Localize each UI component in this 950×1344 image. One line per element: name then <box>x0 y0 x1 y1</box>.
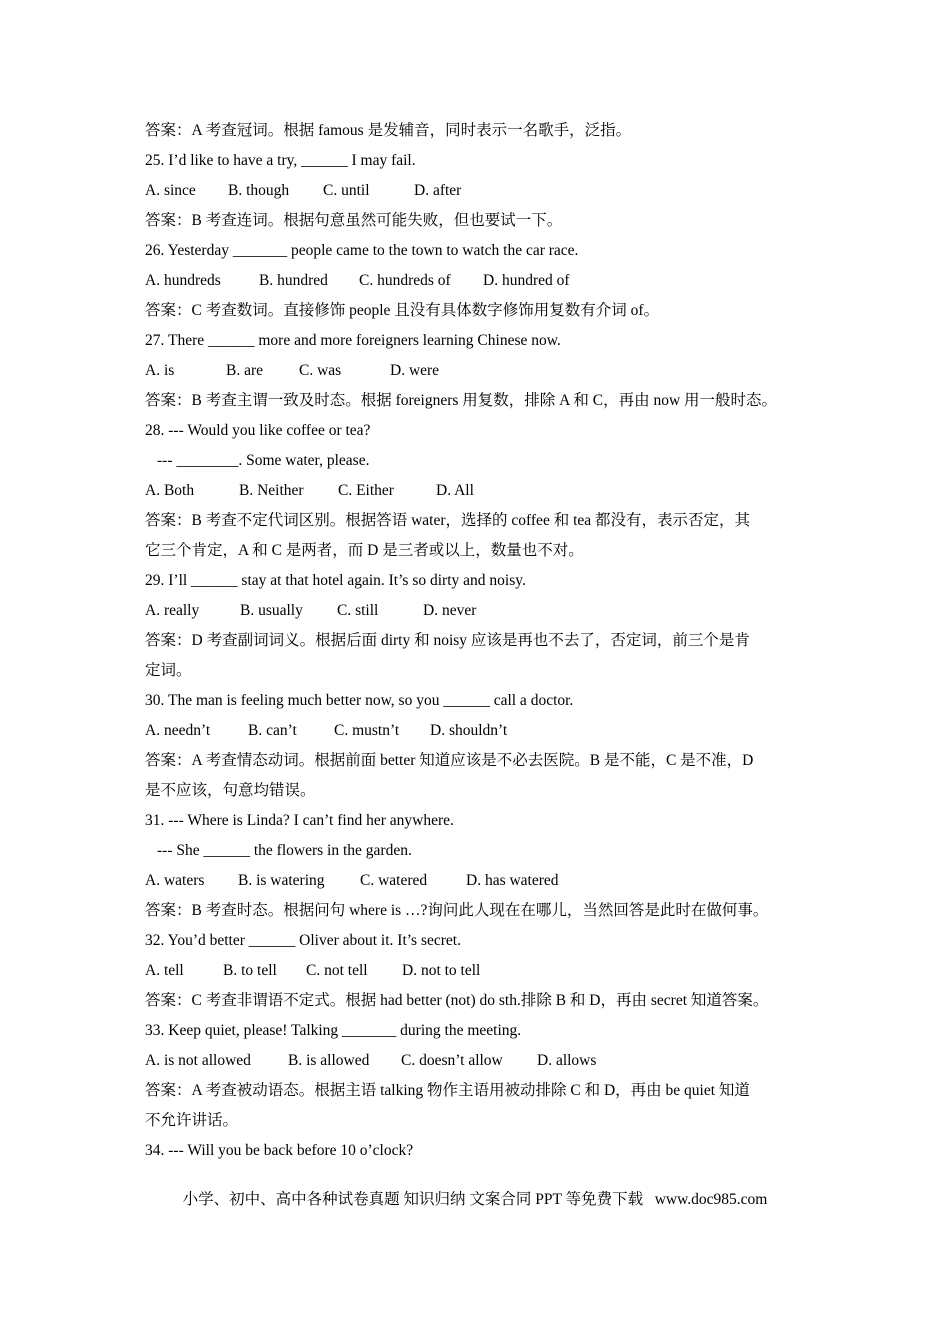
option-choice: C. not tell <box>306 962 368 979</box>
option-choice: A. really <box>145 602 200 619</box>
answer-options <box>145 716 845 746</box>
text-line: 是不应该，句意均错误。 <box>145 782 316 799</box>
option-choice: B. hundred <box>259 272 328 289</box>
question-stem: 34. --- Will you be back before 10 o’clock? <box>145 1142 414 1159</box>
option-choice: C. Either <box>338 482 394 499</box>
answer-explanation: 答案：C 考查数词。直接修饰 people 且没有具体数字修饰用复数有介词 of。 <box>145 302 660 319</box>
option-choice: D. after <box>414 182 462 199</box>
option-choice: D. allows <box>537 1052 597 1069</box>
option-choice: A. is <box>145 362 175 379</box>
option-choice: A. Both <box>145 482 195 499</box>
answer-explanation: 答案：B 考查主谓一致及时态。根据 foreigners 用复数，排除 A 和 C，再由 now 用一般时态。 <box>145 392 778 409</box>
question-stem: 25. I’d like to have a try, ______ I may fail. <box>145 152 416 169</box>
answer-options <box>145 176 845 206</box>
option-choice: C. still <box>337 602 379 619</box>
answer-options <box>145 266 845 296</box>
option-choice: D. not to tell <box>402 962 481 979</box>
option-choice: B. Neither <box>239 482 304 499</box>
option-choice: A. waters <box>145 872 205 889</box>
option-choice: A. tell <box>145 962 184 979</box>
option-choice: D. shouldn’t <box>430 722 508 739</box>
option-choice: A. hundreds <box>145 272 221 289</box>
option-choice: D. were <box>390 362 440 379</box>
option-choice: C. mustn’t <box>334 722 400 739</box>
option-choice: B. is allowed <box>288 1052 370 1069</box>
answer-options <box>145 476 845 506</box>
answer-explanation: 答案：A 考查被动语态。根据主语 talking 物作主语用被动排除 C 和 D，再由 be quiet 知道 <box>145 1082 750 1099</box>
answer-explanation: 答案：C 考查非谓语不定式。根据 had better (not) do sth.排除 B 和 D，再由 secret 知道答案。 <box>145 992 769 1009</box>
dialogue-line: --- She ______ the flowers in the garden. <box>157 842 412 859</box>
answer-explanation: 答案：B 考查不定代词区别。根据答语 water，选择的 coffee 和 tea 都没有，表示否定，其 <box>145 512 751 529</box>
option-choice: A. needn’t <box>145 722 211 739</box>
option-choice: B. are <box>226 362 264 379</box>
answer-explanation: 答案：A 考查情态动词。根据前面 better 知道应该是不必去医院。B 是不能，C 是不准，D <box>145 752 754 769</box>
option-choice: D. never <box>423 602 477 619</box>
answer-explanation: 答案：B 考查时态。根据问句 where is …?询问此人现在在哪儿，当然回答是此时在做何事。 <box>145 902 769 919</box>
question-stem: 29. I’ll ______ stay at that hotel again. It’s so dirty and noisy. <box>145 572 526 589</box>
text-line: 它三个肯定，A 和 C 是两者，而 D 是三者或以上，数量也不对。 <box>145 542 584 559</box>
question-stem: 27. There ______ more and more foreigners learning Chinese now. <box>145 332 561 349</box>
question-stem: 30. The man is feeling much better now, so you ______ call a doctor. <box>145 692 574 709</box>
answer-explanation: 答案：D 考查副词词义。根据后面 dirty 和 noisy 应该是再也不去了，否定词，前三个是肯 <box>145 632 750 649</box>
question-stem: 26. Yesterday _______ people came to the town to watch the car race. <box>145 242 579 259</box>
text-line: 不允许讲话。 <box>145 1112 239 1129</box>
option-choice: B. though <box>228 182 290 199</box>
option-choice: B. is watering <box>238 872 325 889</box>
page-footer: 小学、初中、高中各种试卷真题 知识归纳 文案合同 PPT 等免费下载 www.doc985.com <box>182 1191 768 1208</box>
option-choice: C. hundreds of <box>359 272 451 289</box>
option-choice: B. can’t <box>248 722 297 739</box>
answer-explanation: 答案：B 考查连词。根据句意虽然可能失败，但也要试一下。 <box>145 212 563 229</box>
question-stem: 32. You’d better ______ Oliver about it. It’s secret. <box>145 932 461 949</box>
option-choice: D. All <box>436 482 474 499</box>
answer-options <box>145 956 845 986</box>
answer-options <box>145 866 845 896</box>
question-stem: 28. --- Would you like coffee or tea? <box>145 422 371 439</box>
option-choice: D. hundred of <box>483 272 570 289</box>
option-choice: A. since <box>145 182 196 199</box>
option-choice: C. until <box>323 182 370 199</box>
document-body <box>145 116 845 1166</box>
option-choice: C. doesn’t allow <box>401 1052 503 1069</box>
answer-options <box>145 596 845 626</box>
option-choice: C. was <box>299 362 342 379</box>
answer-options <box>145 1046 845 1076</box>
answer-explanation: 答案：A 考查冠词。根据 famous 是发辅音，同时表示一名歌手，泛指。 <box>145 122 632 139</box>
option-choice: A. is not allowed <box>145 1052 251 1069</box>
option-choice: B. usually <box>240 602 303 619</box>
option-choice: B. to tell <box>223 962 277 979</box>
dialogue-line: --- ________. Some water, please. <box>157 452 370 469</box>
text-line: 定词。 <box>145 662 192 679</box>
option-choice: D. has watered <box>466 872 559 889</box>
question-stem: 31. --- Where is Linda? I can’t find her anywhere. <box>145 812 454 829</box>
option-choice: C. watered <box>360 872 428 889</box>
question-stem: 33. Keep quiet, please! Talking _______ during the meeting. <box>145 1022 522 1039</box>
answer-options <box>145 356 845 386</box>
